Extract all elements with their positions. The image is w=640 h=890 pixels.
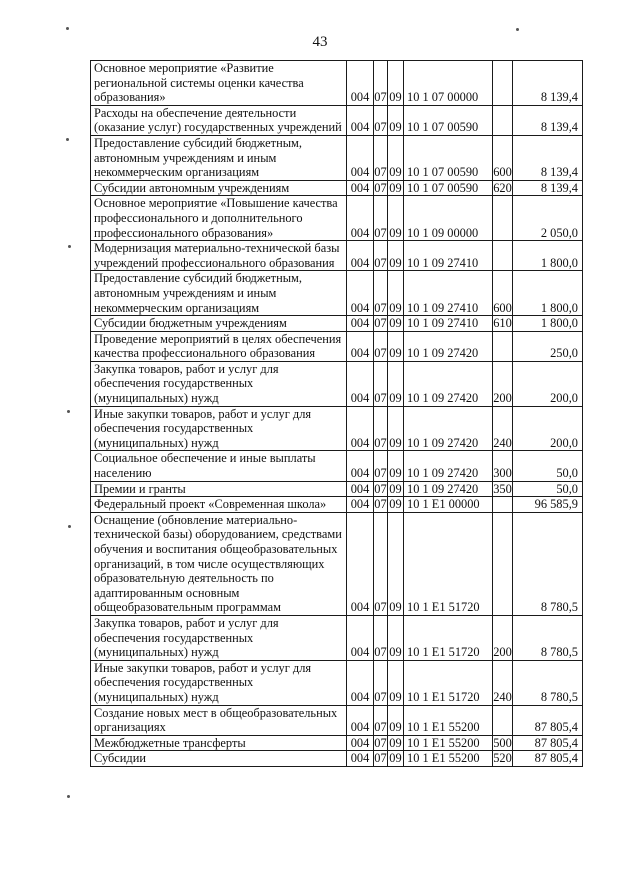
table-row — [91, 481, 583, 497]
grbs-code: 004 — [347, 105, 374, 135]
table-row — [91, 512, 583, 615]
grbs-code: 004 — [347, 61, 374, 106]
table-row — [91, 316, 583, 332]
grbs-code: 004 — [347, 705, 374, 735]
section-code: 07 — [374, 135, 388, 180]
grbs-code: 004 — [347, 512, 374, 615]
section-code: 07 — [374, 61, 388, 106]
subsection-code: 09 — [388, 615, 404, 660]
target-article-code: 10 1 07 00590 — [404, 180, 493, 196]
expense-type-code: 240 — [493, 660, 513, 705]
table-row — [91, 406, 583, 451]
row-name: Модернизация материально-технической базы учреждений профессионального образования — [91, 241, 347, 271]
subsection-code: 09 — [388, 451, 404, 481]
amount: 8 139,4 — [513, 105, 583, 135]
section-code: 07 — [374, 512, 388, 615]
budget-table — [90, 60, 583, 767]
row-name: Оснащение (обновление материально-технической базы) оборудованием, средствами обучения и воспитания общеобразовательных организаций, в том числе осуществляющих образовательную деятельность по адаптированным основным общеобразовательным программам — [91, 512, 347, 615]
subsection-code: 09 — [389, 735, 402, 750]
subsection-code: 09 — [388, 406, 404, 451]
target-article-code: 10 1 Е1 55200 — [404, 705, 493, 735]
target-article-code: 10 1 Е1 55200 — [404, 751, 493, 767]
grbs-code: 004 — [347, 331, 374, 361]
section-code: 07 — [374, 316, 387, 331]
grbs-code: 004 — [347, 481, 374, 497]
row-name: Премии и гранты — [91, 481, 347, 497]
expense-type-code — [493, 241, 513, 271]
target-article-code: 10 1 Е1 51720 — [404, 512, 493, 615]
expense-type-code — [493, 512, 513, 615]
amount: 8 139,4 — [513, 135, 583, 180]
section-code: 07 — [374, 660, 388, 705]
scan-speck — [67, 795, 70, 798]
expense-type-code: 350 — [493, 481, 512, 496]
amount: 87 805,4 — [513, 751, 583, 767]
expense-type-code: 610 — [493, 316, 512, 331]
table-row — [91, 61, 583, 106]
section-code: 07 — [374, 196, 388, 241]
table-row — [91, 135, 583, 180]
section-code: 07 — [374, 735, 387, 750]
row-name: Федеральный проект «Современная школа» — [91, 497, 347, 513]
section-code: 07 — [374, 451, 388, 481]
row-name: Субсидии — [91, 751, 347, 767]
expense-type-code — [493, 196, 513, 241]
row-name: Закупка товаров, работ и услуг для обеспечения государственных (муниципальных) нужд — [91, 615, 347, 660]
subsection-code: 09 — [388, 660, 404, 705]
table-row — [91, 180, 583, 196]
table-row — [91, 735, 583, 751]
amount: 96 585,9 — [513, 497, 583, 513]
subsection-code: 09 — [388, 135, 404, 180]
amount: 2 050,0 — [513, 196, 583, 241]
row-name: Создание новых мест в общеобразовательных организациях — [91, 705, 347, 735]
row-name: Закупка товаров, работ и услуг для обеспечения государственных (муниципальных) нужд — [91, 361, 347, 406]
row-name: Субсидии бюджетным учреждениям — [91, 316, 347, 332]
target-article-code: 10 1 09 27410 — [404, 271, 493, 316]
expense-type-code — [493, 497, 513, 513]
table-row — [91, 105, 583, 135]
section-code: 07 — [374, 331, 388, 361]
section-code: 07 — [374, 180, 387, 195]
grbs-code: 004 — [347, 615, 374, 660]
subsection-code: 09 — [389, 751, 402, 766]
scan-speck — [516, 28, 519, 31]
grbs-code: 004 — [347, 361, 374, 406]
table-row — [91, 705, 583, 735]
table-row — [91, 361, 583, 406]
expense-type-code: 520 — [493, 751, 512, 766]
section-code: 07 — [374, 361, 388, 406]
grbs-code: 004 — [347, 751, 374, 767]
subsection-code: 09 — [389, 497, 402, 512]
expense-type-code — [493, 331, 513, 361]
scan-speck — [67, 410, 70, 413]
section-code: 07 — [374, 406, 388, 451]
subsection-code: 09 — [389, 481, 402, 496]
scan-speck — [68, 525, 71, 528]
grbs-code: 004 — [347, 451, 374, 481]
table-row — [91, 196, 583, 241]
expense-type-code — [493, 61, 513, 106]
expense-type-code: 600 — [493, 135, 513, 180]
expense-type-code: 240 — [493, 406, 513, 451]
table-row — [91, 241, 583, 271]
section-code: 07 — [374, 241, 388, 271]
target-article-code: 10 1 09 27410 — [404, 241, 493, 271]
grbs-code: 004 — [347, 196, 374, 241]
row-name: Иные закупки товаров, работ и услуг для обеспечения государственных (муниципальных) нужд — [91, 660, 347, 705]
section-code: 07 — [374, 615, 388, 660]
subsection-code: 09 — [389, 180, 402, 195]
target-article-code: 10 1 Е1 51720 — [404, 615, 493, 660]
subsection-code: 09 — [388, 512, 404, 615]
table-row — [91, 497, 583, 513]
scan-speck — [68, 245, 71, 248]
grbs-code: 004 — [347, 271, 374, 316]
section-code: 07 — [374, 105, 388, 135]
target-article-code: 10 1 Е1 51720 — [404, 660, 493, 705]
target-article-code: 10 1 09 27420 — [404, 481, 493, 497]
subsection-code: 09 — [388, 241, 404, 271]
grbs-code: 004 — [347, 735, 374, 751]
target-article-code: 10 1 09 00000 — [404, 196, 493, 241]
table-row — [91, 615, 583, 660]
amount: 8 139,4 — [513, 180, 583, 196]
expense-type-code: 200 — [493, 361, 513, 406]
grbs-code: 004 — [347, 660, 374, 705]
target-article-code: 10 1 Е1 55200 — [404, 735, 493, 751]
grbs-code: 004 — [347, 180, 374, 196]
table-row — [91, 331, 583, 361]
expense-type-code — [493, 105, 513, 135]
amount: 50,0 — [513, 481, 583, 497]
expense-type-code: 620 — [493, 180, 512, 195]
table-row — [91, 271, 583, 316]
amount: 87 805,4 — [513, 735, 583, 751]
subsection-code: 09 — [388, 361, 404, 406]
subsection-code: 09 — [388, 705, 404, 735]
row-name: Проведение мероприятий в целях обеспечения качества профессионального образования — [91, 331, 347, 361]
amount: 1 800,0 — [513, 316, 583, 332]
amount: 8 139,4 — [513, 61, 583, 106]
row-name: Социальное обеспечение и иные выплаты населению — [91, 451, 347, 481]
row-name: Иные закупки товаров, работ и услуг для обеспечения государственных (муниципальных) нужд — [91, 406, 347, 451]
expense-type-code: 200 — [493, 615, 513, 660]
target-article-code: 10 1 07 00000 — [404, 61, 493, 106]
amount: 1 800,0 — [513, 271, 583, 316]
row-name: Основное мероприятие «Развитие региональной системы оценки качества образования» — [91, 61, 347, 106]
section-code: 07 — [374, 497, 387, 512]
amount: 250,0 — [513, 331, 583, 361]
grbs-code: 004 — [347, 406, 374, 451]
target-article-code: 10 1 09 27420 — [404, 331, 493, 361]
target-article-code: 10 1 09 27420 — [404, 406, 493, 451]
target-article-code: 10 1 09 27410 — [404, 316, 493, 332]
grbs-code: 004 — [347, 135, 374, 180]
target-article-code: 10 1 07 00590 — [404, 105, 493, 135]
target-article-code: 10 1 Е1 00000 — [404, 497, 493, 513]
expense-type-code: 300 — [493, 451, 513, 481]
row-name: Субсидии автономным учреждениям — [91, 180, 347, 196]
section-code: 07 — [374, 271, 388, 316]
section-code: 07 — [374, 751, 387, 766]
amount: 8 780,5 — [513, 660, 583, 705]
section-code: 07 — [374, 705, 388, 735]
amount: 8 780,5 — [513, 512, 583, 615]
grbs-code: 004 — [347, 241, 374, 271]
amount: 50,0 — [513, 451, 583, 481]
amount: 1 800,0 — [513, 241, 583, 271]
grbs-code: 004 — [347, 497, 374, 513]
target-article-code: 10 1 09 27420 — [404, 361, 493, 406]
page-number: 43 — [312, 34, 328, 50]
table-row — [91, 451, 583, 481]
scan-speck — [66, 138, 69, 141]
row-name: Предоставление субсидий бюджетным, автономным учреждениям и иным некоммерческим организациям — [91, 135, 347, 180]
target-article-code: 10 1 07 00590 — [404, 135, 493, 180]
subsection-code: 09 — [388, 271, 404, 316]
amount: 200,0 — [513, 361, 583, 406]
subsection-code: 09 — [388, 331, 404, 361]
subsection-code: 09 — [389, 316, 402, 331]
row-name: Предоставление субсидий бюджетным, автономным учреждениям и иным некоммерческим организациям — [91, 271, 347, 316]
section-code: 07 — [374, 481, 387, 496]
expense-type-code: 500 — [493, 735, 512, 750]
row-name: Основное мероприятие «Повышение качества профессионального и дополнительного профессионального образования» — [91, 196, 347, 241]
table-row — [91, 751, 583, 767]
subsection-code: 09 — [388, 196, 404, 241]
row-name: Межбюджетные трансферты — [91, 735, 347, 751]
subsection-code: 09 — [388, 61, 404, 106]
grbs-code: 004 — [347, 316, 374, 332]
amount: 200,0 — [513, 406, 583, 451]
expense-type-code: 600 — [493, 271, 513, 316]
amount: 87 805,4 — [513, 705, 583, 735]
expense-type-code — [493, 705, 513, 735]
row-name: Расходы на обеспечение деятельности (оказание услуг) государственных учреждений — [91, 105, 347, 135]
target-article-code: 10 1 09 27420 — [404, 451, 493, 481]
scan-speck — [66, 27, 69, 30]
amount: 8 780,5 — [513, 615, 583, 660]
table-row — [91, 660, 583, 705]
subsection-code: 09 — [388, 105, 404, 135]
